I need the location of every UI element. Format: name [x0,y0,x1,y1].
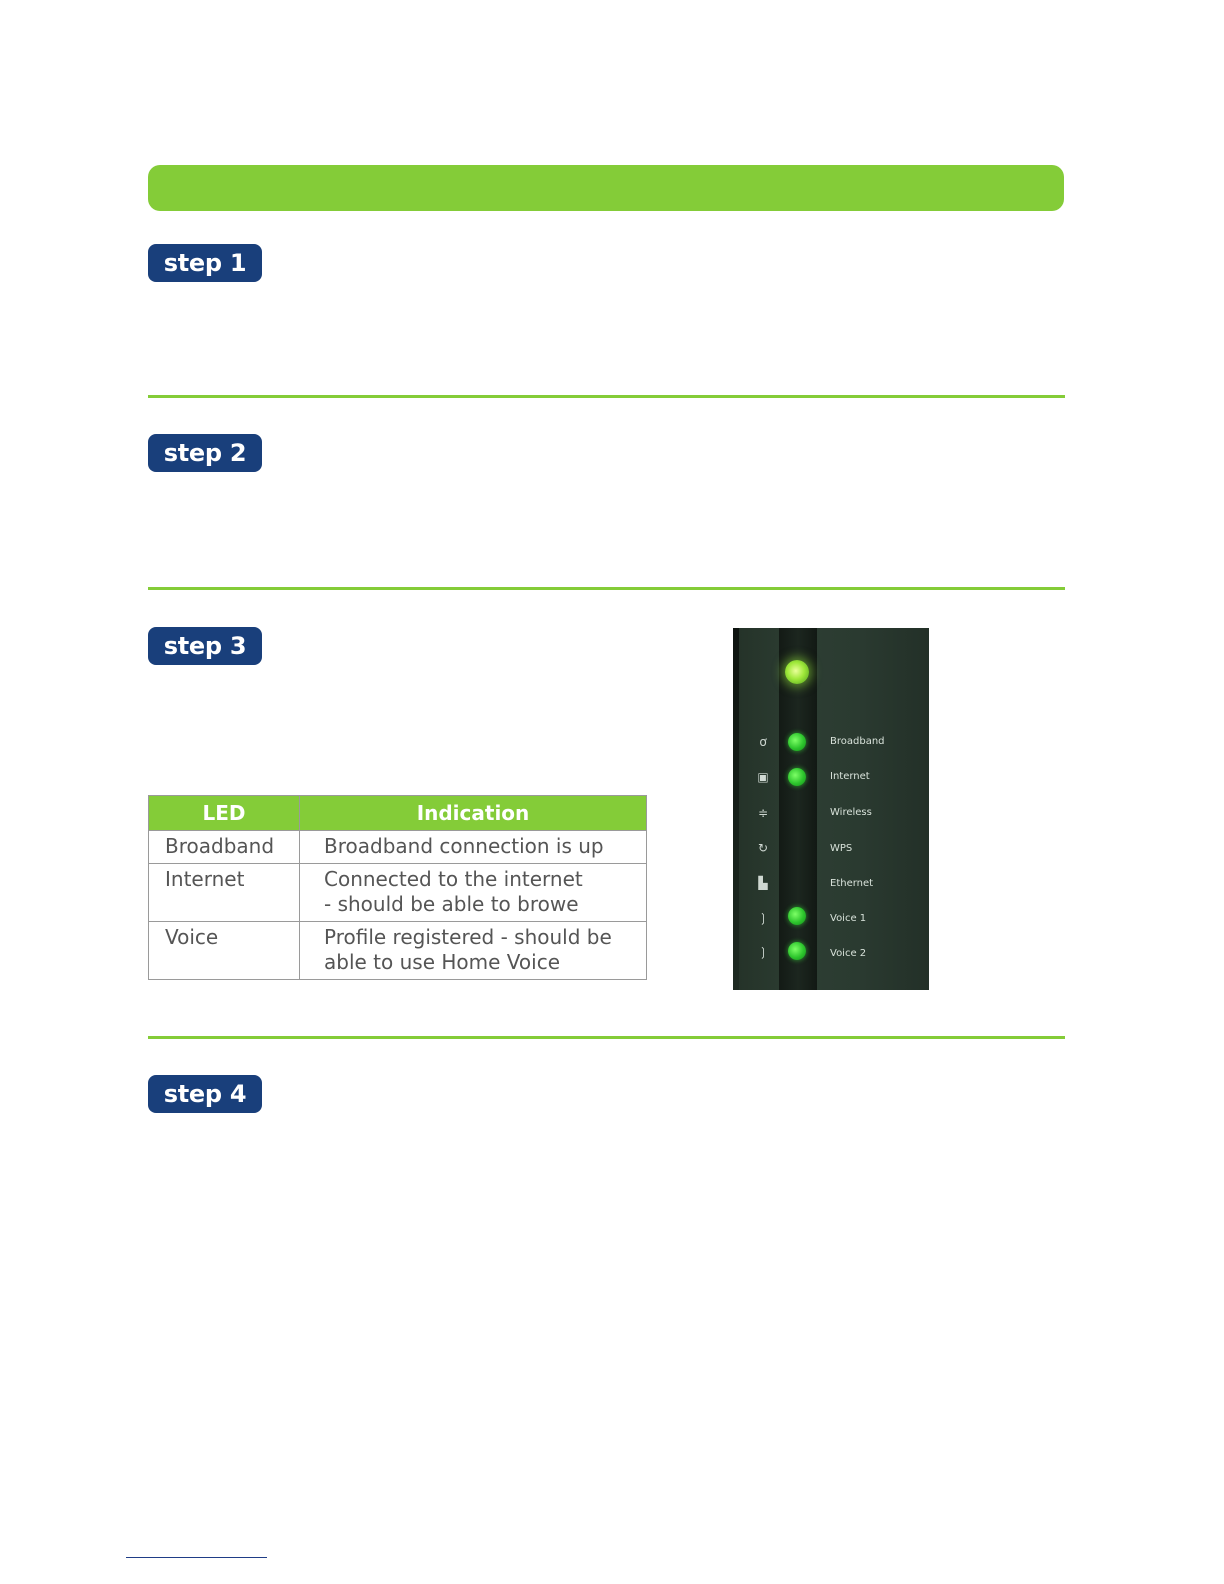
table-header-led: LED [149,796,300,831]
table-cell-indication [300,922,647,980]
table-cell-indication [300,864,647,922]
led-label-ethernet: Ethernet [830,878,874,889]
table-row [149,864,647,922]
step-2-badge: step 2 [148,434,262,472]
wps-icon: ↻ [757,841,769,855]
table-row [149,922,647,980]
wireless-icon: ≑ [757,806,769,820]
section-divider [148,1036,1065,1039]
table-cell-led: Voice [149,922,300,980]
table-header-row [149,796,647,831]
step-1-badge: step 1 [148,244,262,282]
internet-led [788,768,806,786]
section-divider [148,587,1065,590]
voice-2-led [788,942,806,960]
table-cell-led: Broadband [149,831,300,864]
led-label-wps: WPS [830,843,853,854]
indication-line: Profile registered - should be [324,925,612,949]
step-3-badge: step 3 [148,627,262,665]
led-label-voice-1: Voice 1 [830,913,867,924]
ethernet-icon: ▙ [758,876,768,890]
table-header-indication: Indication [300,796,647,831]
broadband-icon: ơ [759,735,767,749]
indication-line: - should be able to browe [324,892,579,916]
router-edge [733,628,739,990]
header-bar [148,165,1064,211]
phone-icon: ❳ [757,911,769,925]
led-label-broadband: Broadband [830,736,885,747]
broadband-led [788,733,806,751]
led-label-voice-2: Voice 2 [830,948,867,959]
footnote-rule [126,1557,267,1558]
step-4-badge: step 4 [148,1075,262,1113]
voice-1-led [788,907,806,925]
indication-line: Broadband connection is up [324,834,604,858]
section-divider [148,395,1065,398]
table-cell-indication [300,831,647,864]
table-cell-led: Internet [149,864,300,922]
led-label-wireless: Wireless [830,807,872,818]
internet-icon: ▣ [757,770,769,784]
table-row [149,831,647,864]
phone-icon: ❳ [757,945,769,959]
led-label-internet: Internet [830,771,870,782]
led-table [148,795,647,980]
power-led [785,660,809,684]
router-led-photo [733,628,929,990]
indication-line: able to use Home Voice [324,950,561,974]
indication-line: Connected to the internet [324,867,583,891]
